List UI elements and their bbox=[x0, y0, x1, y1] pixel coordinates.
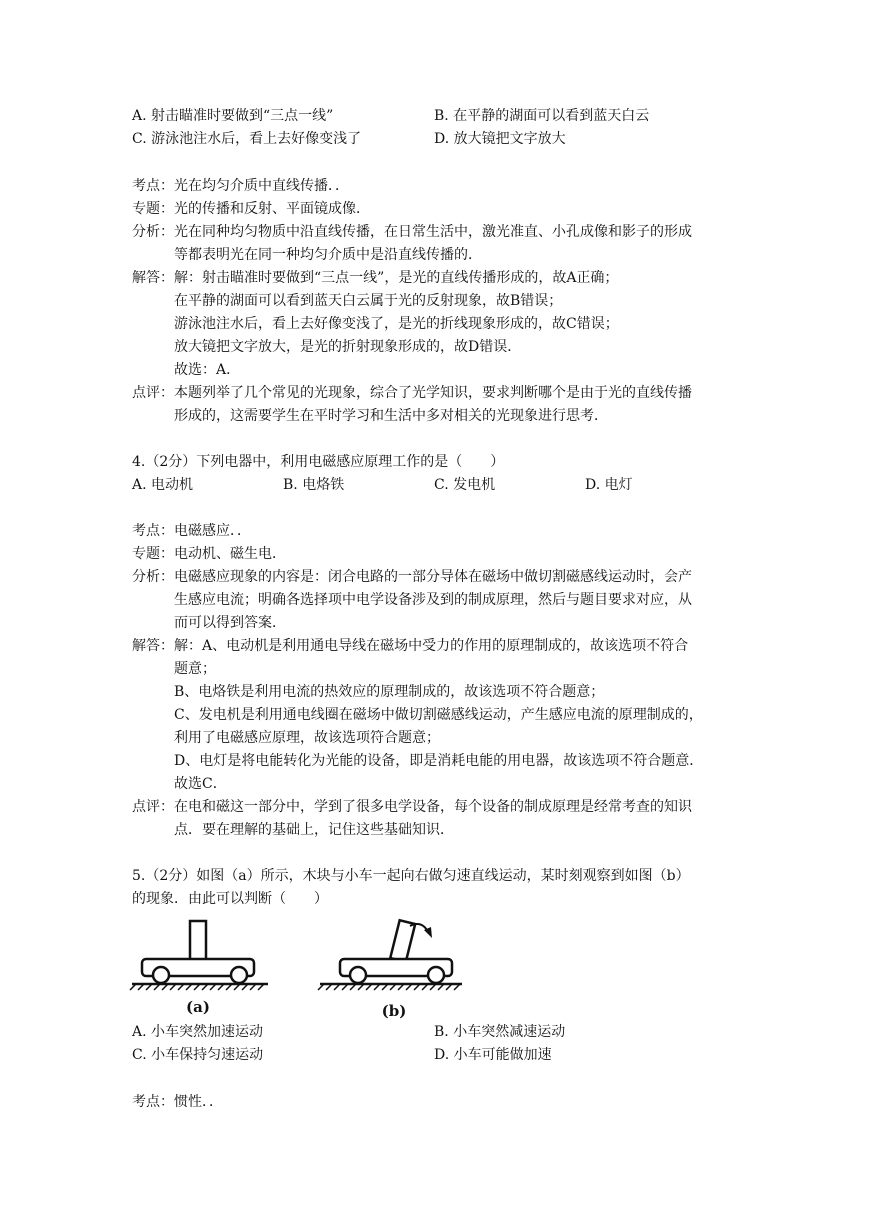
figure-b-wheel bbox=[350, 967, 366, 983]
q4-dianping-line: 点．要在理解的基础上，记住这些基础知识． bbox=[174, 822, 454, 838]
q4-jieda-line: 题意； bbox=[174, 661, 216, 677]
q3-kaodian: 考点：光在均匀介质中直线传播．． bbox=[132, 178, 349, 194]
q5-stem-line: 的现象．由此可以判断（ ） bbox=[132, 891, 328, 907]
q4-jieda-line: B、电烙铁是利用电流的热效应的原理制成的，故该选项不符合题意； bbox=[174, 684, 605, 700]
q4-option-d: D. 电灯 bbox=[585, 477, 633, 493]
q4-option-b: B. 电烙铁 bbox=[283, 477, 345, 493]
q4-jieda-line: 利用了电磁感应原理，故该选项符合题意； bbox=[174, 730, 440, 746]
q4-kaodian: 考点：电磁感应．． bbox=[132, 523, 251, 539]
q3-jieda-line: 故选：A． bbox=[174, 362, 241, 378]
q3-jieda-line: 放大镜把文字放大，是光的折射现象形成的，故D错误． bbox=[174, 339, 522, 355]
q3-jieda-line: 解答：解：射击瞄准时要做到“三点一线”，是光的直线传播形成的，故A正确； bbox=[132, 270, 619, 286]
figure-a-label: (a) bbox=[186, 998, 210, 1016]
q3-option-d: D. 放大镜把文字放大 bbox=[434, 131, 566, 147]
q5-option-b: B. 小车突然减速运动 bbox=[434, 1024, 566, 1040]
q4-option-c: C. 发电机 bbox=[434, 477, 496, 493]
figure-a-block bbox=[190, 921, 206, 960]
q3-dianping-line: 点评：本题列举了几个常见的光现象，综合了光学知识，要求判断哪个是由于光的直线传播 bbox=[132, 385, 692, 401]
q4-jieda-line: 解答：解：A、电动机是利用通电导线在磁场中受力的作用的原理制成的，故该选项不符合 bbox=[132, 638, 689, 654]
figure-a-wheel bbox=[231, 967, 247, 983]
q5-stem-line: 5.（2分）如图（a）所示，木块与小车一起向右做匀速直线运动，某时刻观察到如图（b） bbox=[132, 868, 690, 884]
q5-option-c: C. 小车保持匀速运动 bbox=[132, 1047, 264, 1063]
figure-b-wheel bbox=[428, 967, 444, 983]
figure-a-wheel bbox=[153, 967, 169, 983]
q4-option-a: A. 电动机 bbox=[132, 477, 194, 493]
q3-dianping-line: 形成的，这需要学生在平时学习和生活中多对相关的光现象进行思考． bbox=[174, 408, 608, 424]
q4-fenxi-line: 分析：电磁感应现象的内容是：闭合电路的一部分导体在磁场中做切割磁感线运动时，会产 bbox=[132, 569, 692, 585]
q3-option-b: B. 在平静的湖面可以看到蓝天白云 bbox=[434, 108, 650, 124]
q4-jieda-line: C、发电机是利用通电线圈在磁场中做切割磁感线运动，产生感应电流的原理制成的， bbox=[174, 707, 703, 723]
q4-stem: 4.（2分）下列电器中，利用电磁感应原理工作的是（ ） bbox=[132, 454, 505, 470]
q3-jieda-line: 在平静的湖面可以看到蓝天白云属于光的反射现象，故B错误； bbox=[174, 293, 563, 309]
q4-jieda-line: 故选C． bbox=[174, 776, 227, 792]
q4-fenxi-line: 而可以得到答案． bbox=[174, 615, 286, 631]
q4-dianping-line: 点评：在电和磁这一部分中，学到了很多电学设备，每个设备的制成原理是经常考查的知识 bbox=[132, 799, 692, 815]
q5-kaodian: 考点：惯性．． bbox=[132, 1094, 223, 1110]
q3-zhuanti: 专题：光的传播和反射、平面镜成像． bbox=[132, 201, 370, 217]
q3-fenxi-line: 等都表明光在同一种均匀介质中是沿直线传播的． bbox=[174, 247, 482, 263]
q4-jieda-line: D、电灯是将电能转化为光能的设备，即是消耗电能的用电器，故该选项不符合题意． bbox=[174, 753, 704, 769]
q4-zhuanti: 专题：电动机、磁生电． bbox=[132, 546, 286, 562]
figure-b-cart bbox=[318, 920, 462, 990]
q3-option-a: A. 射击瞄准时要做到“三点一线” bbox=[132, 108, 334, 124]
figure-b-label: (b) bbox=[381, 1002, 407, 1020]
q3-fenxi-line: 分析：光在同种均匀物质中沿直线传播，在日常生活中，激光准直、小孔成像和影子的形成 bbox=[132, 224, 692, 240]
q4-fenxi-line: 生感应电流；明确各选择项中电学设备涉及到的制成原理，然后与题目要求对应，从 bbox=[174, 592, 692, 608]
q3-jieda-line: 游泳池注水后，看上去好像变浅了，是光的折线现象形成的，故C错误； bbox=[174, 316, 619, 332]
figure-b-tilted-block bbox=[390, 920, 415, 962]
q3-option-c: C. 游泳池注水后，看上去好像变浅了 bbox=[132, 131, 362, 147]
figure-a-cart bbox=[130, 921, 268, 990]
cart-figure bbox=[128, 908, 478, 1026]
q5-option-a: A. 小车突然加速运动 bbox=[132, 1024, 264, 1040]
q5-option-d: D. 小车可能做加速 bbox=[434, 1047, 552, 1063]
